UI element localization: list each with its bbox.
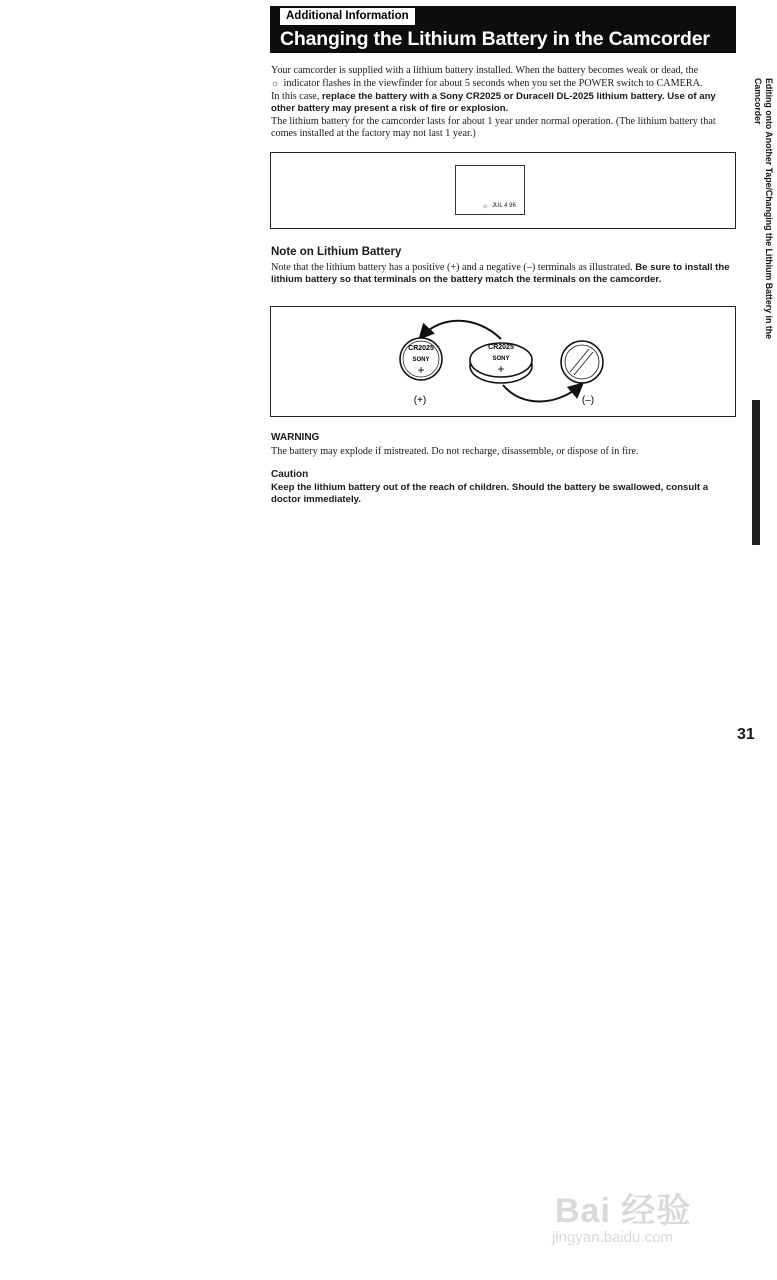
battery-holder xyxy=(561,341,603,383)
caution-text: Keep the lithium battery out of the reach of children. Should the battery be swallowed, consult a doctor immediately. xyxy=(271,482,709,505)
note-bold-text: Be sure to install the lithium battery so that terminals on the battery match the terminals on the camcorder. xyxy=(271,262,730,286)
note-paragraph xyxy=(271,262,735,287)
intro-line-5: The lithium battery for the camcorder lasts for about 1 year under normal operation. (The lithium battery that comes installed at the factory may not last 1 year.) xyxy=(271,115,716,140)
intro-line-2: indicator flashes in the viewfinder for about 5 seconds when you set the POWER switch to CAMERA. xyxy=(283,78,703,90)
viewfinder-figure xyxy=(270,152,736,229)
viewfinder-screen xyxy=(455,165,525,215)
arrow-to-left xyxy=(421,321,501,339)
left-battery-plus: + xyxy=(417,363,425,377)
watermark-logo: Bai 经验 xyxy=(555,1192,692,1230)
page-title: Changing the Lithium Battery in the Camcorder xyxy=(280,28,710,50)
battery-figure xyxy=(270,306,736,417)
intro-paragraph xyxy=(271,65,735,140)
side-tab-text: Editing onto Another Tape/Changing the Lithium Battery in the Camcorder xyxy=(753,78,774,339)
caution-heading: Caution xyxy=(271,469,309,480)
warning-text: The battery may explode if mistreated. Do not recharge, disassemble, or dispose of in fire. xyxy=(271,446,639,457)
arrow-to-holder xyxy=(503,385,581,402)
left-battery-model: CR2025 xyxy=(408,345,434,352)
middle-battery-brand: SONY xyxy=(492,356,510,362)
intro-line-3: In this case, xyxy=(271,90,322,102)
left-battery-brand: SONY xyxy=(412,357,430,363)
viewfinder-date: JUL 4 96 xyxy=(492,203,516,209)
side-thumb-bar xyxy=(752,400,760,545)
note-text: Note that the lithium battery has a positive (+) and a negative (–) terminals as illustrated. xyxy=(271,262,636,273)
middle-battery-model: CR2025 xyxy=(488,344,514,351)
page-number: 31 xyxy=(737,726,755,743)
watermark-url: jingyan.baidu.com xyxy=(552,1229,673,1246)
middle-battery-plus: + xyxy=(497,362,505,376)
battery-indicator-icon: ☼ xyxy=(482,202,489,210)
warning-heading: WARNING xyxy=(271,432,320,443)
note-heading: Note on Lithium Battery xyxy=(271,246,402,258)
intro-bold-text: replace the battery with a Sony CR2025 or Duracell DL-2025 lithium battery. Use of any other battery may present a risk of fire or explosion. xyxy=(271,90,716,115)
positive-label: (+) xyxy=(413,395,427,406)
negative-label: (–) xyxy=(581,395,595,406)
battery-warning-icon: ☼ xyxy=(271,78,280,89)
intro-line-1: Your camcorder is supplied with a lithium battery installed. When the battery becomes weak or dead, the xyxy=(271,65,699,76)
battery-illustration xyxy=(271,307,735,416)
section-label: Additional Information xyxy=(280,8,415,25)
